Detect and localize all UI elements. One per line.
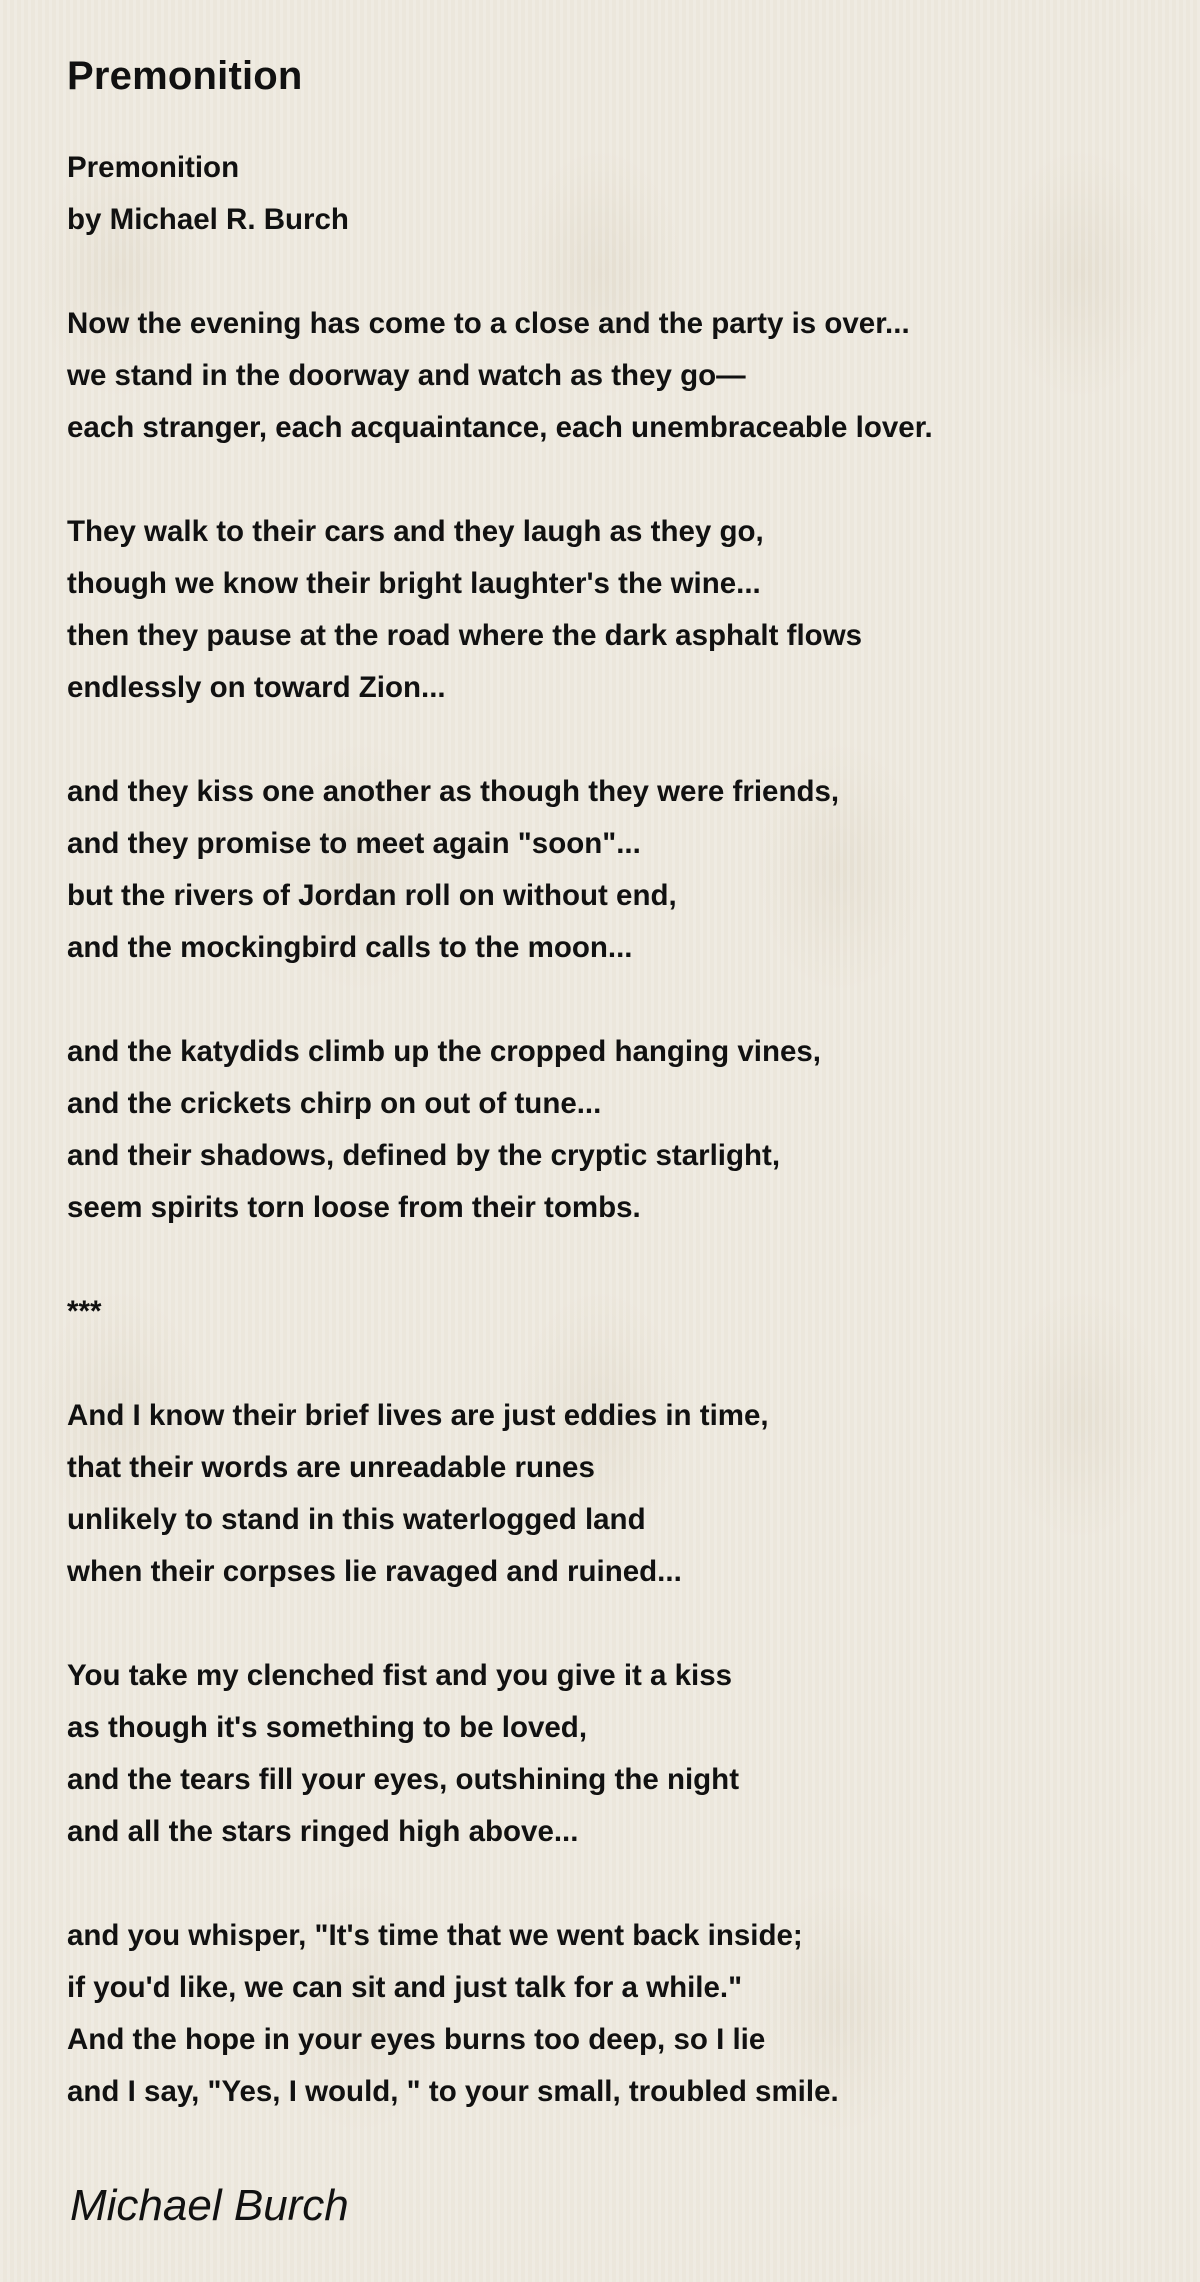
stanza-break (67, 1598, 1160, 1650)
stanza-break (67, 1234, 1160, 1286)
poem-line: and the mockingbird calls to the moon... (67, 931, 633, 964)
poem-line: but the rivers of Jordan roll on without end, (67, 879, 677, 912)
poem-line: You take my clenched fist and you give it a kiss (67, 1659, 733, 1692)
poem-line: each stranger, each acquaintance, each unembraceable lover. (67, 411, 933, 444)
poem-line: by Michael R. Burch (67, 203, 349, 236)
stanza-break (67, 974, 1160, 1026)
poem-line: if you'd like, we can sit and just talk for a while." (67, 1971, 743, 2004)
poem-line: though we know their bright laughter's the wine... (67, 567, 761, 600)
poem-line: we stand in the doorway and watch as they go— (67, 359, 746, 392)
poem-line: and they kiss one another as though they were friends, (67, 775, 840, 808)
poem-page (67, 50, 1160, 2118)
poem-line: that their words are unreadable runes (67, 1451, 595, 1484)
poem-line: They walk to their cars and they laugh as they go, (67, 515, 764, 548)
poem-line: Premonition (67, 151, 240, 184)
poem-line: endlessly on toward Zion... (67, 671, 446, 704)
poem-line: and they promise to meet again "soon"... (67, 827, 641, 860)
poem-line: and all the stars ringed high above... (67, 1815, 579, 1848)
poem-line: Now the evening has come to a close and the party is over... (67, 307, 910, 340)
poem-line: And the hope in your eyes burns too deep, so I lie (67, 2023, 766, 2056)
stanza-break (67, 246, 1160, 298)
poem-line: and the tears fill your eyes, outshining the night (67, 1763, 740, 1796)
poem-line: and their shadows, defined by the cryptic starlight, (67, 1139, 781, 1172)
poem-line: and the katydids climb up the cropped hanging vines, (67, 1035, 821, 1068)
poem-line: seem spirits torn loose from their tombs. (67, 1191, 641, 1224)
poem-line: then they pause at the road where the dark asphalt flows (67, 619, 863, 652)
stanza-break (67, 454, 1160, 506)
poem-line: unlikely to stand in this waterlogged land (67, 1503, 646, 1536)
poem-line: And I know their brief lives are just eddies in time, (67, 1399, 769, 1432)
poem-line: and the crickets chirp on out of tune... (67, 1087, 602, 1120)
page-title: Premonition (67, 54, 303, 98)
stanza-break (67, 714, 1160, 766)
stanza-break (67, 1858, 1160, 1910)
poem-line: and you whisper, "It's time that we went back inside; (67, 1919, 803, 1952)
stanza-break (67, 1338, 1160, 1390)
poem-line: and I say, "Yes, I would, " to your small, troubled smile. (67, 2075, 839, 2108)
poem-body (67, 142, 1160, 2118)
poem-line: *** (67, 1295, 102, 1328)
poem-line: as though it's something to be loved, (67, 1711, 588, 1744)
author-signature: Michael Burch (70, 2181, 349, 2230)
poem-line: when their corpses lie ravaged and ruined... (67, 1555, 682, 1588)
